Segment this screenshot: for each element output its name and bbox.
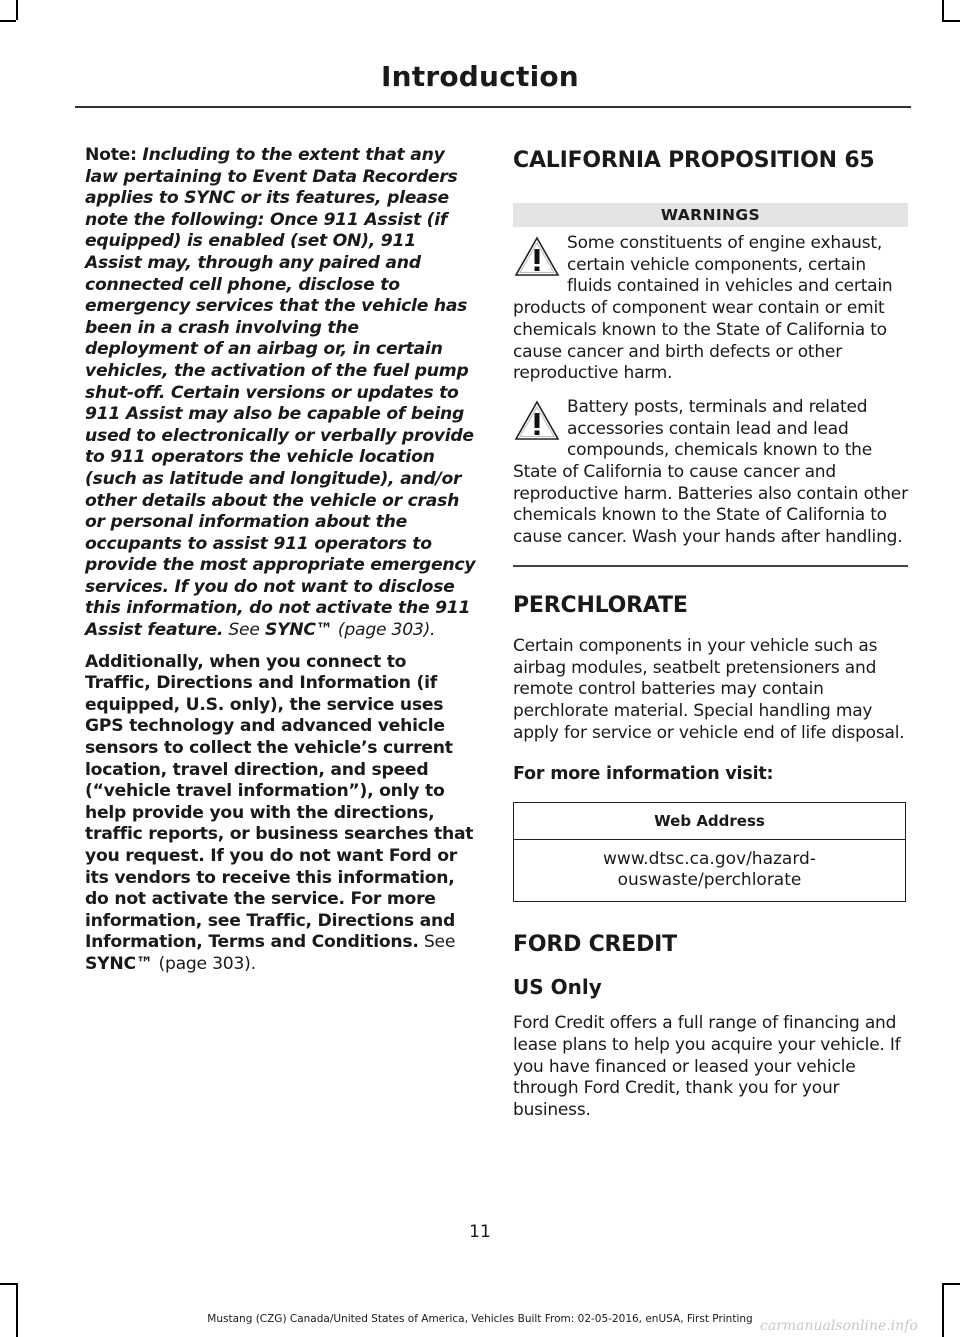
footer-text: Mustang (CZG) Canada/United States of America, Vehicles Built From: 02-05-2016, enUSA, First Printing: [207, 1313, 753, 1325]
note-body: Including to the extent that any law pertaining to Event Data Recorders applies to SYNC or its features, please note the following: Once 911 Assist (if equipped) is enabled (set ON), 911 Assist may, through any paired and connected cell phone, disclose to emergency services that the vehicle has been in a crash involving the deployment of an airbag or, in certain vehicles, the activation of the fuel pump shut-off. Certain versions or updates to 911 Assist may also be capable of being used to electronically or verbally provide to 911 operators the vehicle location (such as latitude and longitude), and/or other details about the vehicle or crash or personal information about the occupants to assist 911 operators to provide the most appropriate emergency services. If you do not want to disclose this information, do not activate the 911 Assist feature.: [85, 145, 476, 641]
left-column: [85, 145, 477, 976]
crop-mark-bottom-right-h: [942, 1283, 960, 1285]
additional-sync-link[interactable]: SYNC™: [85, 953, 153, 974]
warnings-end-rule: [513, 565, 908, 567]
additional-see: See: [418, 932, 456, 953]
warning-text-2: Battery posts, terminals and related accessories contain lead and lead compounds, chemicals known to the State of California to cause cancer and reproductive harm. Batteries also contain other chemicals known to the State of California to cause cancer. Wash your hands after handling.: [513, 396, 908, 548]
perchlorate-heading: PERCHLORATE: [513, 592, 688, 618]
note-page-ref: (page 303).: [332, 620, 436, 641]
crop-mark-top-right-v: [942, 0, 944, 20]
right-column: [513, 145, 908, 1122]
ford-credit-body: Ford Credit offers a full range of financing and lease plans to help you acquire your vehicle. If you have financed or leased your vehicle through Ford Credit, thank you for your business.: [513, 1013, 901, 1121]
more-info-label: For more information visit:: [513, 764, 774, 785]
crop-mark-bottom-right-v: [942, 1283, 944, 1337]
warning-item-1: [513, 233, 908, 385]
web-address-table: [513, 802, 906, 902]
perchlorate-body: Certain components in your vehicle such as airbag modules, seatbelt pretensioners and remote control batteries may contain perchlorate material. Special handling may apply for service or vehicle end of life disposal.: [513, 635, 905, 743]
additional-paragraph: [85, 652, 477, 976]
web-address-link[interactable]: www.dtsc.ca.gov/hazard-ouswaste/perchlorate: [514, 840, 906, 902]
warning-text-1: Some constituents of engine exhaust, certain vehicle components, certain fluids contained in vehicles and certain products of component wear contain or emit chemicals known to the State of California to cause cancer and birth defects or other reproductive harm.: [513, 233, 893, 384]
note-paragraph: [85, 145, 477, 642]
crop-mark-top-left-h: [0, 20, 16, 22]
warning-item-2: [513, 397, 908, 549]
warning-triangle-icon: [513, 399, 561, 443]
watermark: carmanualsonline.info: [760, 1318, 918, 1334]
crop-mark-bottom-left-h: [0, 1283, 16, 1285]
warnings-header: WARNINGS: [513, 203, 908, 227]
web-address-header: Web Address: [514, 803, 906, 840]
additional-page-ref: (page 303).: [158, 953, 256, 974]
additional-body: Additionally, when you connect to Traffic, Directions and Information (if equipped, U.S. only), the service uses GPS technology and advanced vehicle sensors to collect the vehicle’s current location, travel direction, and speed (“vehicle travel information”), only to help provide you with the directions, traffic reports, or business searches that you request. If you do not want Ford or its vendors to receive this information, do not activate the service. For more information, see Traffic, Directions and Information, Terms and Conditions.: [85, 651, 474, 953]
us-only-heading: US Only: [513, 975, 602, 1000]
page-title: Introduction: [381, 60, 579, 93]
crop-mark-top-left-v: [16, 0, 18, 20]
crop-mark-top-right-h: [942, 20, 960, 22]
ford-credit-heading: FORD CREDIT: [513, 932, 677, 958]
note-see: See: [223, 620, 265, 641]
page-number: 11: [469, 1222, 491, 1242]
warning-triangle-icon: [513, 235, 561, 279]
note-sync-link[interactable]: SYNC™: [264, 620, 333, 641]
note-label: Note:: [85, 145, 137, 165]
crop-mark-bottom-left-v: [16, 1283, 18, 1337]
header-divider: [75, 106, 911, 108]
prop65-heading: CALIFORNIA PROPOSITION 65: [513, 148, 875, 173]
